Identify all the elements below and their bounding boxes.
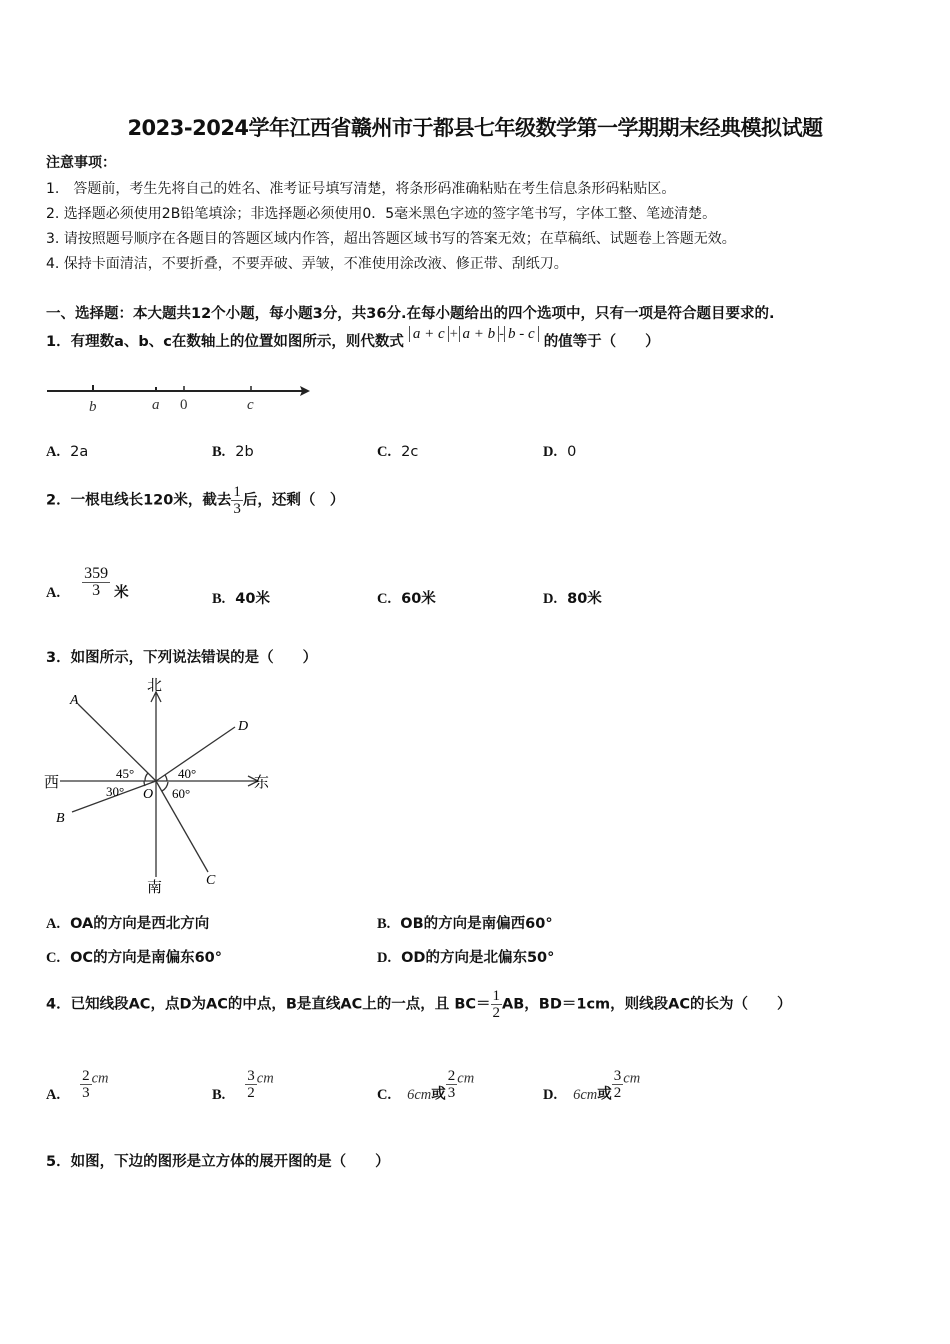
question-4-stem — [46, 988, 792, 1021]
question-3-stem: 3．如图所示，下列说法错误的是（ ） — [46, 650, 318, 666]
fraction: $\frac{1}{3}$ — [233, 484, 241, 517]
direction-north: 北 — [147, 678, 163, 694]
option-c[interactable] — [46, 946, 222, 967]
option-c[interactable] — [377, 444, 418, 461]
option-text: OB的方向是南偏西60° — [400, 916, 553, 932]
option-text: OA的方向是西北方向 — [70, 916, 210, 932]
or-text: 或 — [431, 1086, 446, 1103]
fraction: $\frac{359}{3}$ — [84, 565, 109, 599]
note-item: 1. 答题前，考生先将自己的姓名、准考证号填写清楚，将条形码准确粘贴在考生信息条形码粘贴区。 — [46, 181, 676, 197]
option-a[interactable] — [46, 912, 209, 933]
option-label: C. — [377, 444, 392, 460]
option-a[interactable] — [46, 566, 129, 602]
angle-label: 45° — [116, 766, 135, 781]
option-text: 2b — [235, 444, 254, 460]
point-label: A — [70, 693, 79, 708]
angle-label: 60° — [172, 786, 191, 801]
option-label: D. — [543, 444, 558, 460]
direction-west: 西 — [44, 775, 60, 791]
option-label: B. — [212, 591, 226, 607]
option-label: A. — [46, 1086, 61, 1103]
value: 6cm — [573, 1086, 598, 1103]
point-label: a — [152, 397, 160, 413]
unit: cm — [623, 1070, 641, 1087]
option-c[interactable] — [377, 1068, 474, 1104]
note-item: 2. 选择题必须使用2B铅笔填涂；非选择题必须使用0．5毫米黑色字迹的签字笔书写，字体工整、笔迹清楚。 — [46, 206, 717, 222]
fraction: $\frac{3}{2}$ — [247, 1068, 255, 1101]
point-label: D — [238, 719, 249, 734]
option-label: C. — [377, 1086, 392, 1103]
option-label: C. — [46, 950, 61, 966]
operator: - — [499, 326, 504, 342]
direction-south: 南 — [147, 880, 163, 896]
point-label: 0 — [180, 397, 188, 413]
option-a[interactable] — [46, 1068, 109, 1104]
option-label: D. — [543, 591, 558, 607]
option-label: B. — [212, 444, 226, 460]
fraction: $\frac{2}{3}$ — [447, 1068, 456, 1101]
option-b[interactable] — [377, 912, 553, 933]
option-label: A. — [46, 584, 61, 601]
angle-label: 30° — [106, 784, 125, 799]
note-item: 3. 请按照题号顺序在各题目的答题区域内作答，超出答题区域书写的答案无效；在草稿纸、试题卷上答题无效。 — [46, 231, 736, 247]
option-text: 2c — [401, 444, 419, 460]
question-text: 后，还剩（ ） — [242, 492, 345, 509]
point-label: C — [206, 873, 216, 888]
option-text: 60米 — [401, 591, 436, 607]
option-d[interactable] — [543, 444, 576, 461]
abs-expr: a + b — [459, 326, 500, 342]
point-label: O — [143, 787, 154, 802]
option-text: 40米 — [235, 591, 270, 607]
option-c[interactable] — [377, 587, 436, 608]
value: 6cm — [407, 1086, 432, 1103]
abs-expr: a + c — [409, 326, 449, 342]
note-item: 4. 保持卡面清洁，不要折叠，不要弄破、弄皱，不准使用涂改液、修正带、刮纸刀。 — [46, 256, 568, 272]
fraction: $\frac{1}{2}$ — [492, 988, 501, 1021]
question-1-stem — [46, 326, 660, 351]
operator: + — [448, 326, 459, 342]
option-label: C. — [377, 591, 392, 607]
option-label: B. — [212, 1086, 226, 1103]
page-title: 2023-2024学年江西省赣州市于都县七年级数学第一学期期末经典模拟试题 — [127, 116, 823, 140]
question-text: 1．有理数a、b、c在数轴上的位置如图所示，则代数式 — [46, 334, 404, 350]
option-b[interactable] — [212, 587, 270, 608]
or-text: 或 — [597, 1086, 612, 1103]
question-5-stem: 5．如图，下边的图形是立方体的展开图的是（ ） — [46, 1154, 390, 1170]
fraction: $\frac{3}{2}$ — [613, 1068, 622, 1101]
option-label: D. — [377, 950, 392, 966]
point-label: c — [247, 397, 254, 413]
question-text: AB，BD＝1cm，则线段AC的长为（ ） — [502, 996, 792, 1013]
compass-diagram — [40, 672, 280, 896]
question-text: 2．一根电线长120米，截去 — [46, 492, 232, 509]
option-b[interactable] — [212, 1068, 274, 1104]
question-text: 4．已知线段AC，点D为AC的中点，B是直线AC上的一点，且 BC＝ — [46, 996, 491, 1013]
question-2-stem — [46, 484, 344, 517]
option-text: OD的方向是北偏东50° — [401, 950, 555, 966]
notes-heading: 注意事项： — [46, 155, 116, 171]
direction-east: 东 — [254, 775, 270, 791]
abs-expr: b - c — [504, 326, 539, 342]
option-d[interactable] — [543, 587, 602, 608]
option-b[interactable] — [212, 444, 254, 461]
unit: cm — [91, 1070, 109, 1087]
option-label: D. — [543, 1086, 558, 1103]
option-text: 米 — [114, 584, 129, 601]
option-d[interactable] — [377, 946, 554, 967]
option-label: B. — [377, 916, 391, 932]
option-a[interactable] — [46, 444, 88, 461]
option-text: 0 — [567, 444, 577, 460]
fraction: $\frac{2}{3}$ — [82, 1068, 90, 1101]
option-text: 80米 — [567, 591, 602, 607]
point-label: b — [89, 399, 97, 415]
number-line-diagram — [44, 380, 324, 416]
point-label: B — [56, 811, 65, 826]
angle-label: 40° — [178, 766, 197, 781]
option-d[interactable] — [543, 1068, 640, 1104]
section-heading: 一、选择题：本大题共12个小题，每小题3分，共36分.在每小题给出的四个选项中，只有一项是符合题目要求的. — [46, 306, 775, 322]
option-text: 2a — [70, 444, 89, 460]
question-text: 的值等于（ ） — [543, 334, 660, 350]
option-label: A. — [46, 444, 61, 460]
option-text: OC的方向是南偏东60° — [70, 950, 223, 966]
unit: cm — [256, 1070, 274, 1087]
option-label: A. — [46, 916, 61, 932]
unit: cm — [457, 1070, 475, 1087]
